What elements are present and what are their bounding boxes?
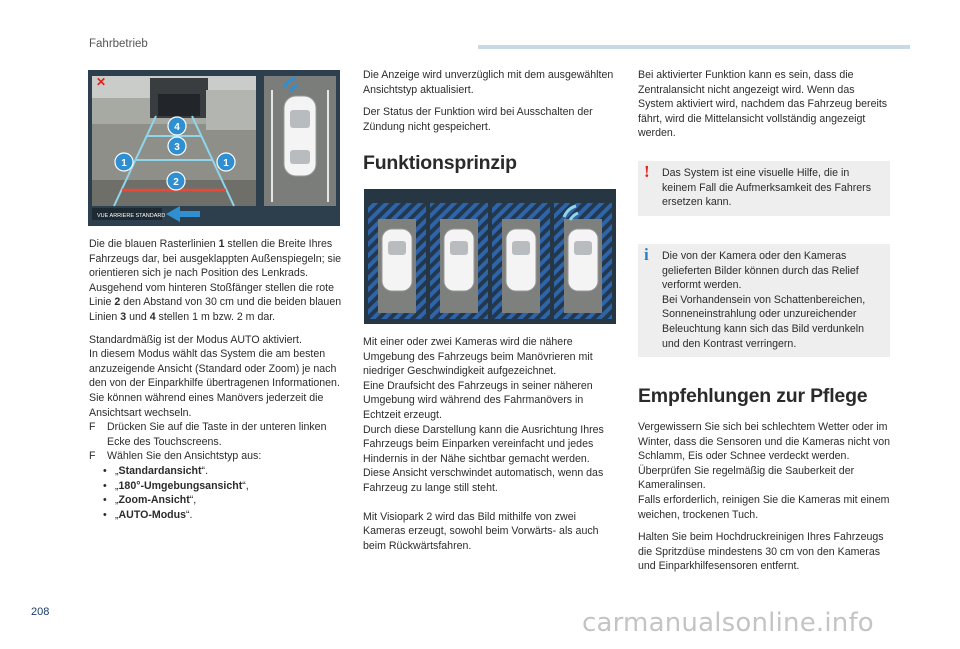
info-paragraph-relief: Die von der Kamera oder den Kameras gelieferten Bilder können durch das Relief verformt werden. [662,250,859,292]
heading-funktionsprinzip: Funktionsprinzip [363,152,517,174]
warning-note [638,161,890,216]
paragraph-pressure-wash: Halten Sie beim Hochdruckreinigen Ihres Fahrzeugs die Spritzdüse mindestens 30 cm von den Kameras und Einparkhilfesensoren entfernt. [638,531,884,573]
column-right-bottom [638,420,892,574]
callout-1-right: 1 [223,158,229,169]
paragraph-visiopark: Mit Visiopark 2 wird das Bild mithilfe von zwei Kameras erzeugt, sowohl beim Vorwärts- als auch beim Rückwärtsfahren. [363,510,599,552]
top-view-illustration [364,189,616,324]
rear-camera-figure [88,70,340,226]
column-right-top [638,68,892,141]
svg-text:✕: ✕ [96,75,107,89]
view-option-standard: • „Standardansicht“. [103,464,209,477]
view-option-auto: • „AUTO-Modus“. [103,508,193,521]
callout-3: 3 [174,142,180,153]
column-left [89,237,343,522]
paragraph-auto-description: In diesem Modus wählt das System die am besten anzuzeigende Ansicht (Standard oder Zoom) je nach den von der Einparkhilfe übertragenen Informationen. [89,348,340,390]
paragraph-disappears: Diese Ansicht verschwindet automatisch, wenn das Fahrzeug zu lange still steht. [363,467,604,494]
page-number: 208 [31,606,50,618]
paragraph-central-view: Bei aktivierter Funktion kann es sein, dass die Zentralansicht nicht angezeigt wird. Wenn das System aktiviert wird, nachdem das Fahrzeug bereits fährt, wird die Mittelansicht vollständig angezeigt werden. [638,69,888,140]
paragraph-distances: Ausgehend vom hinteren Stoßfänger stellen die rote Linie 2 den Abstand von 30 cm und die beiden blauen Linien 3 und 4 stellen 1 m bzw. 2 m dar. [89,281,342,323]
view-option-zoom: • „Zoom-Ansicht“, [103,494,197,507]
paragraph-cameras: Mit einer oder zwei Kameras wird die nähere Umgebung des Fahrzeugs beim Manövrieren mit niedriger Geschwindigkeit aufgezeichnet. [363,336,593,378]
callout-1-left: 1 [121,158,127,169]
warning-icon: ! [644,162,650,181]
top-view-figure [364,189,616,324]
view-caption: VUE ARRIERE STANDARD [97,213,166,219]
paragraph-top-view: Eine Draufsicht des Fahrzeugs in seiner näheren Umgebung wird während des Fahrmanövers in Echtzeit erzeugt. [363,379,593,421]
column-middle-top [363,68,617,134]
paragraph-cloth: Falls erforderlich, reinigen Sie die Kameras mit einem weichen, trockenen Tuch. [638,493,890,521]
paragraph-status: Der Status der Funktion wird bei Ausschalten der Zündung nicht gespeichert. [363,106,593,133]
info-text [638,244,890,357]
paragraph-auto-mode: Standardmäßig ist der Modus AUTO aktiviert. [89,333,302,346]
callout-4: 4 [174,122,180,133]
info-icon: i [644,245,649,264]
paragraph-bad-weather: Vergewissern Sie sich bei schlechtem Wetter oder im Winter, dass die Sensoren und die Kameras nicht von Schlamm, Eis oder Schnee verdeckt werden. [638,421,891,463]
paragraph-guide-lines: Die die blauen Rasterlinien 1 stellen die Breite Ihres Fahrzeugs dar, bei ausgeklappten Außenspiegeln; sie orientieren sich je nach Position des Lenkrads. [89,238,342,280]
paragraph-alignment: Durch diese Darstellung kann die Ausrichtung Ihres Fahrzeugs beim Einparken vereinfacht und jedes Hindernis in der Nähe sichtbar gemacht werden. [363,423,604,465]
view-option-180: • „180°-Umgebungsansicht“, [103,479,249,492]
step-select-view: F Wählen Sie den Ansichtstyp aus: [89,450,262,463]
header-bar [478,45,910,49]
heading-pflege: Empfehlungen zur Pflege [638,385,868,407]
column-middle-bottom [363,335,617,553]
callout-2: 2 [173,177,179,188]
section-header: Fahrbetrieb [89,38,148,50]
warning-text: Das System ist eine visuelle Hilfe, die in keinem Fall die Aufmerksamkeit des Fahrers ersetzen kann. [662,167,872,209]
paragraph-switch-view: Sie können während eines Manövers jederzeit die Ansichtsart wechseln. [89,391,324,419]
info-paragraph-lighting: Bei Vorhandensein von Schattenbereichen, Sonneneinstrahlung oder unzureichender Beleuchtung kann sich das Bild verdunkeln und den Kontrast verringern. [662,293,866,350]
info-note [638,244,890,357]
paragraph-display-update: Die Anzeige wird unverzüglich mit dem ausgewählten Ansichtstyp aktualisiert. [363,69,614,96]
step-press-button: F Drücken Sie auf die Taste in der unteren linken Ecke des Touchscreens. [89,421,327,448]
watermark: carmanualsonline.info [582,608,874,638]
paragraph-clean-lenses: Überprüfen Sie regelmäßig die Sauberkeit der Kameralinsen. [638,464,855,492]
rear-camera-illustration [88,70,340,226]
